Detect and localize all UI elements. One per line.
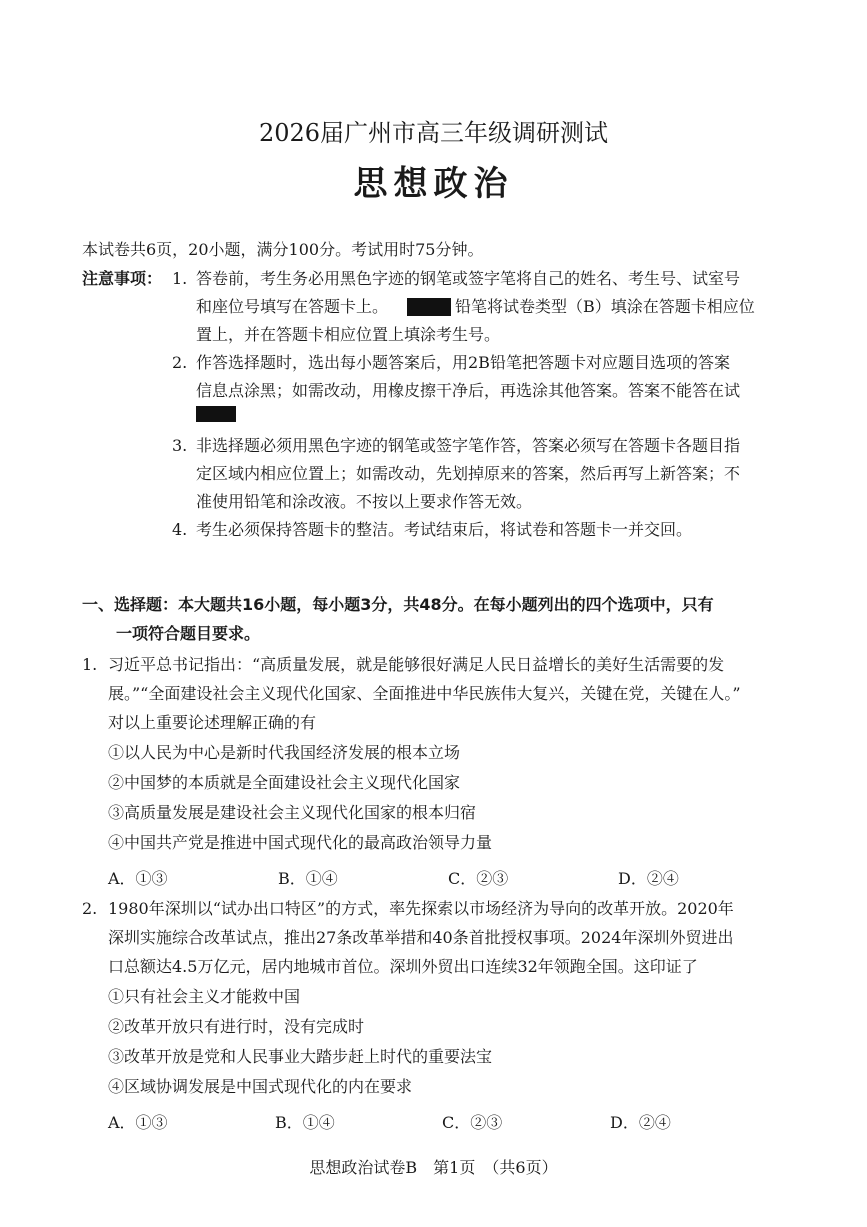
redaction-block <box>196 406 236 422</box>
question-1-option-c[interactable]: C．②③ <box>448 869 509 888</box>
question-2-number: 2. <box>82 899 98 918</box>
question-1-option-b[interactable]: B．①④ <box>278 869 338 888</box>
note-2-line-1: 作答选择题时，选出每小题答案后，用2B铅笔把答题卡对应题目选项的答案 <box>196 353 730 372</box>
question-2-statement-4: ④区域协调发展是中国式现代化的内在要求 <box>108 1077 413 1096</box>
question-2-option-a[interactable]: A．①③ <box>108 1113 168 1132</box>
footer-prefix: 思想政治试卷B 第 <box>309 1158 450 1177</box>
question-2-line-3: 口总额达4.5万亿元，居内地城市首位。深圳外贸出口连续32年领跑全国。这印证了 <box>108 957 698 976</box>
section-heading-line-2: 一项符合题目要求。 <box>116 624 261 643</box>
exam-title: 2026届广州市高三年级调研测试 <box>258 119 609 147</box>
notes-label: 注意事项： <box>82 269 163 288</box>
note-1-line-1: 答卷前，考生务必用黑色字迹的钢笔或签字笔将自己的姓名、考生号、试室号 <box>196 269 741 288</box>
redaction-block <box>407 298 451 316</box>
question-1-option-a[interactable]: A．①③ <box>108 869 168 888</box>
question-1-line-2: 展。”“全面建设社会主义现代化国家、全面推进中华民族伟大复兴，关键在党，关键在人。” <box>108 684 741 703</box>
question-2-statement-3: ③改革开放是党和人民事业大踏步赶上时代的重要法宝 <box>108 1047 493 1066</box>
question-2-statement-1: ①只有社会主义才能救中国 <box>108 987 301 1006</box>
note-1-line-2: 和座位号填写在答题卡上。 <box>196 297 389 316</box>
exam-intro: 本试卷共6页，20小题，满分100分。考试用时75分钟。 <box>82 240 484 259</box>
page-footer <box>0 1155 867 1178</box>
question-2-line-2: 深圳实施综合改革试点，推出27条改革举措和40条首批授权事项。2024年深圳外贸进出 <box>108 928 734 947</box>
footer-page-number: 1 <box>449 1158 460 1177</box>
question-2-statement-2: ②改革开放只有进行时，没有完成时 <box>108 1017 365 1036</box>
question-1-statement-4: ④中国共产党是推进中国式现代化的最高政治领导力量 <box>108 833 493 852</box>
question-1-number: 1. <box>82 655 98 674</box>
question-2-line-1: 1980年深圳以“试办出口特区”的方式，率先探索以市场经济为导向的改革开放。2020年 <box>108 899 734 918</box>
note-3-line-2: 定区域内相应位置上；如需改动，先划掉原来的答案，然后再写上新答案；不 <box>196 464 741 483</box>
note-1-line-3: 铅笔将试卷类型（B）填涂在答题卡相应位 <box>455 297 755 316</box>
question-1-option-d[interactable]: D．②④ <box>618 869 679 888</box>
note-3-num: 3. <box>172 436 188 455</box>
note-1-line-4: 置上，并在答题卡相应位置上填涂考生号。 <box>196 325 501 344</box>
footer-total-pages: 6 <box>515 1158 526 1177</box>
question-1-statement-2: ②中国梦的本质就是全面建设社会主义现代化国家 <box>108 773 461 792</box>
question-2-option-b[interactable]: B．①④ <box>275 1113 335 1132</box>
footer-suffix: 页） <box>525 1158 558 1177</box>
note-2-line-2: 信息点涂黑；如需改动，用橡皮擦干净后，再选涂其他答案。答案不能答在试 <box>196 381 741 400</box>
question-1-statement-1: ①以人民为中心是新时代我国经济发展的根本立场 <box>108 743 461 762</box>
note-1-num: 1. <box>172 269 188 288</box>
footer-middle: 页 （共 <box>459 1158 516 1177</box>
question-2-option-c[interactable]: C．②③ <box>442 1113 503 1132</box>
note-2-num: 2. <box>172 353 188 372</box>
section-heading-line-1: 一、选择题：本大题共16小题，每小题3分，共48分。在每小题列出的四个选项中，只有 <box>82 595 714 614</box>
note-4-num: 4. <box>172 520 188 539</box>
question-2-option-d[interactable]: D．②④ <box>610 1113 671 1132</box>
question-1-line-1: 习近平总书记指出：“高质量发展，就是能够很好满足人民日益增长的美好生活需要的发 <box>108 655 725 674</box>
question-1-statement-3: ③高质量发展是建设社会主义现代化国家的根本归宿 <box>108 803 477 822</box>
note-4-line-1: 考生必须保持答题卡的整洁。考试结束后，将试卷和答题卡一并交回。 <box>196 520 693 539</box>
subject-title: 思想政治 <box>353 164 514 204</box>
note-3-line-1: 非选择题必须用黑色字迹的钢笔或签字笔作答，答案必须写在答题卡各题目指 <box>196 436 741 455</box>
note-3-line-3: 准使用铅笔和涂改液。不按以上要求作答无效。 <box>196 492 533 511</box>
question-1-line-3: 对以上重要论述理解正确的有 <box>108 713 317 732</box>
